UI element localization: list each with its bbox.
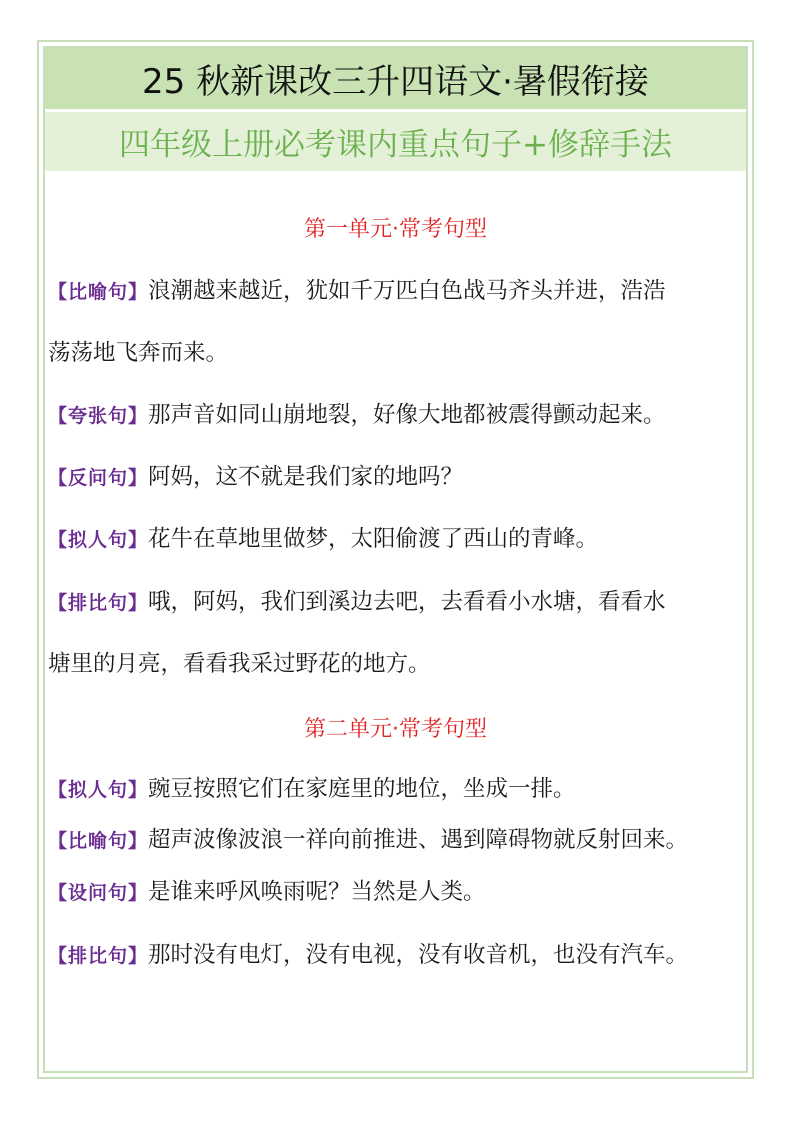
sentence-text: 那声音如同山崩地裂，好像大地都被震得颤动起来。 bbox=[148, 402, 666, 428]
sentence-line bbox=[48, 587, 666, 618]
sentence-text: 哦，阿妈，我们到溪边去吧，去看看小水塘，看看水 bbox=[148, 589, 666, 615]
sentence-line-continuation bbox=[48, 649, 431, 679]
sentence-text: 花牛在草地里做梦，太阳偷渡了西山的青峰。 bbox=[148, 526, 599, 552]
sentence-type-tag: 【反问句】 bbox=[48, 467, 149, 489]
sentence-text: 那时没有电灯，没有电视，没有收音机，也没有汽车。 bbox=[148, 942, 689, 968]
sentence-text: 荡荡地飞奔而来。 bbox=[48, 340, 229, 366]
sentence-type-tag: 【夸张句】 bbox=[48, 405, 149, 427]
sentence-type-tag: 【排比句】 bbox=[48, 592, 149, 614]
document-subtitle: 四年级上册必考课内重点句子+修辞手法 bbox=[45, 112, 746, 171]
unit-2-title: 第二单元·常考句型 bbox=[304, 717, 487, 742]
unit-1-title: 第一单元·常考句型 bbox=[304, 217, 487, 242]
sentence-text: 塘里的月亮，看看我采过野花的地方。 bbox=[48, 651, 431, 677]
sentence-line bbox=[48, 524, 598, 555]
sentence-type-tag: 【拟人句】 bbox=[48, 779, 149, 801]
sentence-line-continuation bbox=[48, 338, 228, 368]
sentence-line bbox=[48, 276, 666, 307]
sentence-text: 超声波像波浪一祥向前推进、遇到障碍物就反射回来。 bbox=[148, 827, 689, 853]
sentence-type-tag: 【拟人句】 bbox=[48, 529, 149, 551]
sentence-line bbox=[48, 774, 576, 805]
sentence-text: 是谁来呼风唤雨呢？当然是人类。 bbox=[148, 879, 486, 905]
sentence-text: 阿妈，这不就是我们家的地吗？ bbox=[148, 464, 464, 490]
document-title: 25 秋新课改三升四语文·暑假衔接 bbox=[45, 48, 746, 109]
sentence-type-tag: 【设问句】 bbox=[48, 882, 149, 904]
page-border-inner bbox=[43, 46, 748, 1073]
sentence-line bbox=[48, 825, 688, 856]
sentence-line bbox=[48, 462, 463, 493]
sentence-line bbox=[48, 877, 486, 908]
sentence-line bbox=[48, 400, 666, 431]
sentence-type-tag: 【排比句】 bbox=[48, 945, 149, 967]
sentence-line bbox=[48, 940, 688, 971]
sentence-type-tag: 【比喻句】 bbox=[48, 830, 149, 852]
sentence-text: 浪潮越来越近，犹如千万匹白色战马齐头并进，浩浩 bbox=[148, 278, 666, 304]
sentence-type-tag: 【比喻句】 bbox=[48, 281, 149, 303]
sentence-text: 豌豆按照它们在家庭里的地位，坐成一排。 bbox=[148, 776, 576, 802]
